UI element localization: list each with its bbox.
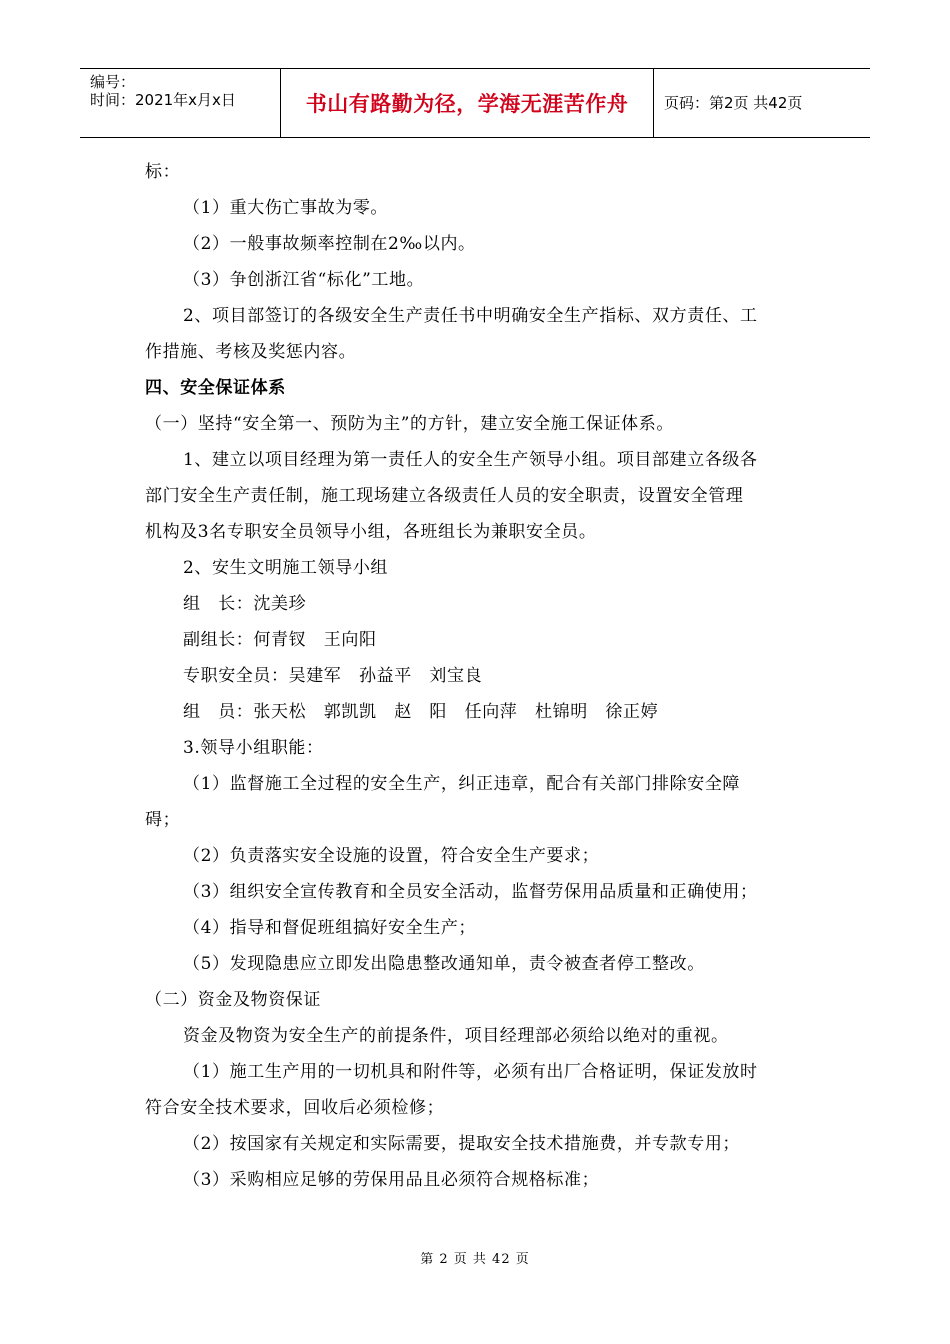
serial-label: 编号：	[90, 73, 136, 91]
body-line: （3）采购相应足够的劳保用品且必须符合规格标准；	[183, 1170, 600, 1190]
body-line: （二）资金及物资保证	[145, 990, 321, 1010]
body-line: （3）争创浙江省“标化”工地。	[183, 270, 425, 290]
slogan: 书山有路勤为径，学海无涯苦作舟	[305, 92, 629, 116]
body-line: （1）监督施工全过程的安全生产，纠正违章，配合有关部门排除安全障	[183, 774, 741, 794]
body-line: 专职安全员：吴建军 孙益平 刘宝良	[183, 666, 483, 686]
body-line: （一）坚持“安全第一、预防为主”的方针，建立安全施工保证体系。	[145, 414, 674, 434]
section-heading: 四、安全保证体系	[145, 378, 286, 398]
body-line: （5）发现隐患应立即发出隐患整改通知单，责令被查者停工整改。	[183, 954, 705, 974]
body-line: 3.领导小组职能：	[183, 738, 324, 758]
page-label: 页码：第2页 共42页	[664, 94, 803, 112]
body-line: （4）指导和督促班组搞好安全生产；	[183, 918, 477, 938]
body-line: （1）施工生产用的一切机具和附件等，必须有出厂合格证明，保证发放时	[183, 1062, 758, 1082]
page-header	[80, 68, 870, 138]
body-line: 部门安全生产责任制，施工现场建立各级责任人员的安全职责，设置安全管理	[145, 486, 744, 506]
time-label: 时间：2021年x月x日	[90, 91, 236, 109]
body-line: （1）重大伤亡事故为零。	[183, 198, 389, 218]
body-line: 碍；	[145, 810, 181, 830]
body-line: （2）按国家有关规定和实际需要，提取安全技术措施费，并专款专用；	[183, 1134, 741, 1154]
body-line: （3）组织安全宣传教育和全员安全活动，监督劳保用品质量和正确使用；	[183, 882, 758, 902]
body-line: 资金及物资为安全生产的前提条件，项目经理部必须给以绝对的重视。	[183, 1026, 729, 1046]
header-meta-cell	[80, 69, 281, 137]
body-line: 作措施、考核及奖惩内容。	[145, 342, 357, 362]
body-line: 组 员：张天松 郭凯凯 赵 阳 任向萍 杜锦明 徐正婷	[183, 702, 659, 722]
body-line: 标：	[145, 162, 181, 182]
page-footer: 第 2 页 共 42 页	[420, 1252, 530, 1267]
body-line: 副组长：何青钗 王向阳	[183, 630, 377, 650]
body-line: 符合安全技术要求，回收后必须检修；	[145, 1098, 445, 1118]
body-line: （2）负责落实安全设施的设置，符合安全生产要求；	[183, 846, 600, 866]
body-line: 组 长：沈美珍	[183, 594, 307, 614]
body-line: （2）一般事故频率控制在2‰以内。	[183, 234, 476, 254]
header-slogan-cell	[281, 69, 654, 137]
body-line: 2、项目部签订的各级安全生产责任书中明确安全生产指标、双方责任、工	[183, 306, 758, 326]
body-line: 1、建立以项目经理为第一责任人的安全生产领导小组。项目部建立各级各	[183, 450, 758, 470]
body-line: 机构及3名专职安全员领导小组，各班组长为兼职安全员。	[145, 522, 597, 542]
body-line: 2、安生文明施工领导小组	[183, 558, 389, 578]
header-page-cell	[654, 69, 870, 137]
